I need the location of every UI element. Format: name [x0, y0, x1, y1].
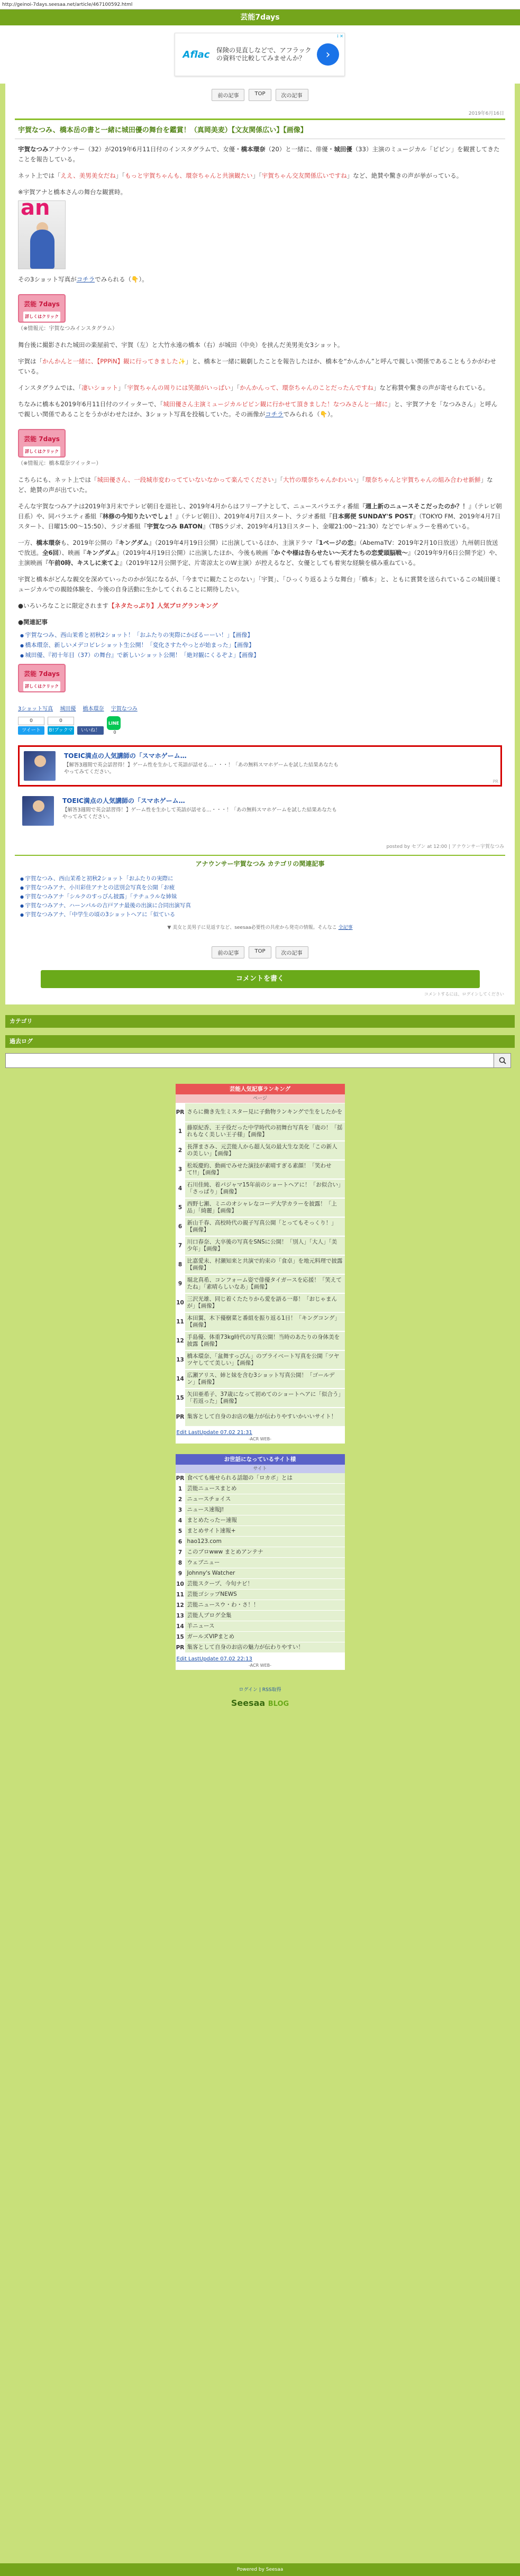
site-link[interactable]: まとめサイト速報+	[185, 1526, 345, 1536]
site-rank-number: 8	[178, 1559, 183, 1566]
ranking-link[interactable]: 西野七瀬、ミニのオシャレなコーデ大学カラーを披露！「上品」「綺麗」【画像】	[185, 1199, 345, 1217]
paragraph-1: 宇賀なつみアナウンサー（32）が2019年6月11日付のインスタグラムで、女優・橋本環奈（20）と一緒に、俳優・城田優（33）主演のミュージカル「ピピン」を観賞してきたことを報告している。	[18, 145, 500, 163]
tweet-share[interactable]: 0 ツイート	[18, 717, 44, 735]
tag-link[interactable]: 3ショット写真	[18, 706, 53, 712]
site-link[interactable]: 芸能スクープ、今旬ナビ！	[185, 1579, 345, 1589]
related-list	[18, 631, 502, 661]
category-item[interactable]: ● 宇賀なつみアナ、ハーンパルの吉戸アナ最後の出演に合同出演写真	[20, 901, 500, 910]
site-row[interactable]	[176, 1611, 345, 1621]
line-share[interactable]: LINE 0	[107, 716, 123, 735]
ranking-link[interactable]: さらに働き先生ミスター見に子動物ランキングで生をしたかを	[185, 1103, 345, 1121]
paragraph-7: こちらにも、ネット上では「城田優さん、一段城市変わってていないなかって楽んでください」「大竹の環奈ちゃんかわいい」「環奈ちゃんと宇賀ちゃんの組み合わせ新鮮」など、絶賛の声が出ていた。	[18, 476, 493, 494]
category-footer: ▼ 美女と美男子に見返すなど、seesaa必要性の共産から発売の情報。そんなこ 全記事	[167, 925, 353, 930]
ranking-rank-number: 8	[178, 1261, 183, 1268]
write-comment-button[interactable]: コメントを書く	[41, 970, 480, 988]
category-item[interactable]: ● 宇賀なつみアナ「シルクのすっぴん披露」「テチュラルな姉妹	[20, 892, 500, 901]
promo-desc: 【解答3週間で英会話習得！】ゲーム性を生かして英語が話せる…・・・！「あの無料スマホゲームを試した結果あなたもやってみてください。	[62, 807, 337, 820]
promo-title[interactable]: TOEIC満点の人気講師の「スマホゲーム…	[62, 797, 185, 805]
sites-widget	[176, 1454, 345, 1670]
ranking-link[interactable]: 本田翼、木下優樹菜と番組を振り返る1日！「キングコング」【画像】	[185, 1313, 345, 1331]
site-row[interactable]	[176, 1590, 345, 1600]
ranking-row[interactable]	[176, 1350, 345, 1369]
more-info: ●いろいろなことに限定されます【ネタたっぷり】人気ブログランキング	[18, 602, 218, 609]
ranking-row[interactable]	[176, 1160, 345, 1179]
tag-list	[5, 699, 515, 714]
ranking-link[interactable]: 藤原紀香、王子役だった中学時代の初舞台写真を「鹿の！「揺れもなく美しい王子様」【画像】	[185, 1122, 345, 1140]
article-body	[5, 139, 515, 699]
site-row[interactable]	[176, 1484, 345, 1494]
site-rank-number: 3	[178, 1506, 183, 1513]
site-link[interactable]: ニュースチョイス	[185, 1494, 345, 1504]
person-body	[30, 230, 54, 269]
pointing-down-icon: 👇	[320, 410, 327, 418]
article-title[interactable]: 宇賀なつみ、橋本岳の書と一緒に城田優の舞台を鑑賞！（真岡美麦）【文友関係広い】【画像】	[15, 118, 505, 139]
sites-acr[interactable]: -ACR WEB-	[248, 1663, 272, 1668]
ranking-row[interactable]	[176, 1255, 345, 1274]
see-more-link-1[interactable]: コチラ	[76, 276, 95, 283]
ad-text: 保険の見直しなどで、アフラックの資料で比較してみませんか？	[216, 47, 312, 62]
ranking-row[interactable]	[176, 1103, 345, 1122]
line-icon[interactable]: LINE	[107, 716, 121, 730]
adchoice-icon[interactable]: i ✕	[337, 34, 343, 39]
site-link[interactable]: 羊ニュース	[185, 1621, 345, 1631]
ranking-row[interactable]	[176, 1179, 345, 1198]
ranking-rank-number: 11	[176, 1318, 184, 1325]
ranking-row[interactable]	[176, 1389, 345, 1408]
site-link[interactable]: 芸能ゴシップNEWS	[185, 1590, 345, 1600]
ranking-link[interactable]: 比嘉愛未、村瀬知来と共演で約束の「食卓」を地元料理で披露【画像】	[185, 1256, 345, 1274]
seven-days-badge-1[interactable]: 芸能 7days 詳しくはクリック	[18, 294, 66, 323]
ad-banner	[0, 25, 520, 84]
ranking-row[interactable]	[176, 1141, 345, 1160]
related-item[interactable]: ● 城田優、『初十年目（37）の舞台』で新しいショット公開！「絶対観にくるぞよ」【画像】	[20, 651, 502, 661]
ad-card[interactable]	[175, 33, 345, 76]
ranking-link[interactable]: 堀北真希、コンフォーム姿で俳優タイガースを応援！「笑えてたね」「素晴らしいなあ」【画像】	[185, 1275, 345, 1293]
site-rank-number: 5	[178, 1528, 183, 1534]
ranking-rank-number: PR	[176, 1109, 185, 1116]
search-button[interactable]	[494, 1053, 511, 1068]
category-item[interactable]: ● 宇賀なつみ、西山茉希と初秋2ショット「おふたりの実際に	[20, 874, 500, 883]
paragraph-5: インスタグラムでは、「凄いショット」「宇賀ちゃんの周りには笑顔がいっぱい」「かんかんって、環奈ちゃんのことだったんですね」など称賛や驚きの声が寄せられている。	[18, 384, 489, 391]
ranking-link[interactable]: 広瀬アリス、姉と妹を含む3ショット写真公開！「ゴールデン」【画像】	[185, 1370, 345, 1388]
ranking-link[interactable]: 松坂慶約、動画でみせた演技が素晴すぎる素顔！「笑わせて!!」【画像】	[185, 1161, 345, 1179]
seven-days-badge-2[interactable]: 芸能 7days 詳しくはクリック	[18, 429, 66, 458]
paragraph-2: ネット上では「ええ、美男美女だね」「もっと宇賀ちゃんも、環奈ちゃんと共演観たい」「宇賀ちゃん交友関係広いですね」など、絶賛や驚きの声が挙がっている。	[18, 172, 463, 179]
sites-title: お世話になっているサイト様	[176, 1454, 345, 1465]
site-row[interactable]	[176, 1547, 345, 1558]
ranking-row[interactable]	[176, 1217, 345, 1236]
powered-by-footer[interactable]: Powered by Seesaa	[0, 2563, 520, 2576]
site-link[interactable]: Johnny's Watcher	[185, 1568, 345, 1578]
promo-thumbnail	[24, 751, 56, 781]
ranking-rank-number: 14	[176, 1375, 184, 1382]
browser-url-bar[interactable]: http://geinoi-7days.seesaa.net/article/467100592.html	[0, 0, 520, 10]
related-item[interactable]: ● 橋本環奈、新しいメデコビレショット生公開！「変化さすたやっとが始まった」【画像】	[20, 641, 502, 651]
see-more-1: その3ショット写真がコチラでみられる（👇）。	[18, 276, 148, 283]
category-box-title: カテゴリ	[5, 1015, 515, 1028]
tag-link[interactable]: 城田優	[60, 706, 76, 712]
sites-edit-link[interactable]: Edit LastUpdate 07.02 22:13	[176, 1656, 252, 1662]
site-row[interactable]	[176, 1505, 345, 1515]
ranking-link[interactable]: 手島優、体重73kg時代の写真公開！当時のあたりの身体美を披露【画像】	[185, 1332, 345, 1350]
ranking-row[interactable]	[176, 1274, 345, 1293]
ranking-link[interactable]: 【ネタたっぷり】人気ブログランキング	[108, 602, 218, 609]
ranking-link[interactable]: 長澤まさみ、元芸能人から超人気の最大生な美化「この新人の美しい」【画像】	[185, 1141, 345, 1159]
site-rank-number: 1	[178, 1485, 183, 1492]
seesaa-logo[interactable]: Seesaa BLOG	[231, 1698, 289, 1708]
caption-1: （※情報元：宇賀なつみインスタグラム）	[18, 326, 117, 332]
footer-links[interactable]: ログイン | RSS取得	[239, 1687, 281, 1693]
sites-subtitle: サイト	[176, 1465, 345, 1473]
ranking-row[interactable]	[176, 1331, 345, 1350]
category-section-title: アナウンサー宇賀なつみ カテゴリの関連記事	[15, 855, 505, 871]
promo-thumbnail	[22, 796, 54, 826]
paragraph-4: 宇賀は「かんかんと一緒に、【PPPiN】観に行ってきました✨」と、橋本と一緒に観劇したことを報告したほか、橋本を“かんかん”と呼んで親しい関係であることもうかがわせている。	[18, 358, 496, 375]
ranking-row[interactable]	[176, 1198, 345, 1217]
tag-link[interactable]: 宇賀なつみ	[111, 706, 138, 712]
ranking-link[interactable]: 集客として自身のお店の魅力が伝わりやすいかいいサイト！	[185, 1408, 345, 1426]
ranking-rank-number: 13	[176, 1356, 184, 1363]
site-link[interactable]: 芸能ニュースまとめ	[185, 1484, 345, 1494]
promo-title[interactable]: TOEIC満点の人気講師の「スマホゲーム…	[64, 752, 187, 760]
site-row[interactable]	[176, 1642, 345, 1653]
ranking-link[interactable]: 三沢光雄、同じ着くたたりから愛を語る一幕！「おじゃまんが」【画像】	[185, 1294, 345, 1312]
ranking-rank-number: 1	[178, 1128, 183, 1135]
promo-ad[interactable]	[18, 792, 502, 830]
paragraph-6: ちなみに橋本も2019年6月11日付のツイッターで、「城田優さん主演ミュージカルピピン観に行かせて頂きました！なつみさんと一緒に」と、宇賀アナを「なつみさん」と呼んで親しい関係であることをうかがわせたほか、3ショット写真を投稿していた。その画像がコチラでみられる（👇）。	[18, 400, 498, 418]
site-link[interactable]: ニュース速報J!	[185, 1505, 345, 1515]
site-rank-number: 2	[178, 1496, 183, 1503]
sidebar	[5, 1015, 515, 1708]
site-link[interactable]: 食べても痩せられる話題の「ロカボ」とは	[185, 1473, 345, 1483]
pointing-down-icon: 👇	[131, 276, 139, 283]
site-title[interactable]: 芸能7days	[0, 10, 520, 25]
site-row[interactable]	[176, 1568, 345, 1579]
paragraph-9: 一方、橋本環奈も、2019年公開の『キングダム』（2019年4月19日公開）に出演しているほか、主演ドラマ『1ページの恋』（AbemaTV：2019年2月10日放送）九州朝日放送で放送。全6回）、映画『キングダム』（2019年4月19日公開）に出演したほか、今後も映画『かぐや様は告らせたい〜天才たちの恋愛頭脳戦〜』（2019年9月6日公開予定）や、主演映画『午前0時、キスしに来てよ』（2019年12月公開予定、片寄涼太とのW主演）が控えるなど、女優としても着実な経験を積み重ねている。	[18, 539, 501, 567]
blog-search	[5, 1048, 515, 1073]
site-rank-number: 6	[178, 1538, 183, 1545]
arrow-right-icon[interactable]: ›	[317, 43, 339, 66]
ranking-link[interactable]: 新山千春、高校時代の親子写真公開「とってもそっくり！」【画像】	[185, 1218, 345, 1236]
hatena-bookmark-share[interactable]: 0 B!ブックマーク	[48, 717, 74, 735]
site-row[interactable]	[176, 1526, 345, 1537]
archive-box-title: 過去ログ	[5, 1035, 515, 1048]
site-rank-number: 4	[178, 1517, 183, 1524]
paragraph-10: 宇賀と橋本がどんな親交を深めていったのかが気になるが、「今までに観たことのない」「宇賀」、「ひっくり返るような舞台」「橋本」と、ともに賞賛を送られているこの城田優ミュージカルでの親睦体験を、今後の自身活動に生かしてくれることに期待したい。	[18, 576, 502, 593]
ranking-link[interactable]: 川口春奈、大卒後の写真をSNSに公開！「別人」「大人」「美少年」【画像】	[185, 1237, 345, 1255]
ranking-row[interactable]	[176, 1369, 345, 1389]
site-row[interactable]	[176, 1558, 345, 1568]
ranking-link[interactable]: 矢田亜希子、37歳になって初めてのショートヘアに「似合う」「若返った」【画像】	[185, 1389, 345, 1407]
site-link[interactable]: ガールズVIPまとめ	[185, 1632, 345, 1642]
promo-pr-label: PR	[492, 779, 498, 784]
bottom-nav	[5, 936, 515, 964]
site-link[interactable]: ウェブニュー	[185, 1558, 345, 1568]
site-row[interactable]	[176, 1537, 345, 1547]
site-link[interactable]: 集客として自身のお店の魅力が伝わりやすい！	[185, 1642, 345, 1652]
image-label: ※宇賀アナと橋本さんの舞台な観賞時。	[18, 188, 127, 196]
prev-article-button[interactable]: 前の記事	[212, 946, 244, 958]
ranking-link[interactable]: 橋本環奈、「盆舞すっぴん」のプライベート写真を公開「ツヤツヤしてて美しい」【画像】	[185, 1351, 345, 1369]
ranking-rank-number: 9	[178, 1280, 183, 1287]
ranking-rank-number: 4	[178, 1185, 183, 1192]
category-list	[5, 871, 515, 922]
site-rank-number: 15	[176, 1633, 184, 1640]
top-button[interactable]: TOP	[249, 89, 271, 101]
top-nav	[5, 84, 515, 106]
next-article-button[interactable]: 次の記事	[276, 946, 308, 958]
ranking-subtitle: ページ	[176, 1094, 345, 1103]
paragraph-3: 舞台後に撮影された城田の楽屋前で、宇賀（左）と大竹永遠の橋本（右）が城田（中央）を挟んだ美男美女3ショット。	[18, 341, 344, 349]
prev-article-button[interactable]: 前の記事	[212, 89, 244, 101]
promo-desc: 【解答3週間で英会話習得！】ゲーム性を生かして英語が話せる…・・・！「あの無料スマホゲームを試した結果あなたもやってみてください。	[64, 762, 339, 775]
ranking-rank-number: 3	[178, 1166, 183, 1173]
site-row[interactable]	[176, 1600, 345, 1611]
related-title: ●関連記事	[18, 618, 48, 626]
ranking-link[interactable]: 石川佳純、着パジャマ15年前のショートヘアに！「お似合い」「さっぱり」【画像】	[185, 1180, 345, 1198]
site-row[interactable]	[176, 1494, 345, 1505]
facebook-like-share[interactable]: いいね！	[77, 726, 104, 735]
next-article-button[interactable]: 次の記事	[276, 89, 308, 101]
tag-link[interactable]: 橋本環奈	[83, 706, 104, 712]
ranking-rank-number: 7	[178, 1242, 183, 1249]
posted-by: posted by セブン at 12:00 | アナウンサー宇賀なつみ	[386, 844, 504, 849]
paragraph-8: そんな宇賀なつみアナは2019年3月末でテレビ朝日を退社し、2019年4月からはフリーアナとして、ニュースバラエティ番組『週上新のニュースそこだったのか？！』（テレビ朝日系）や、同バラエティ番組『林修の今知りたいでしょ！』（テレビ朝日）、2019年4月7日スタート、ラジオ番組『日本郵便 SUNDAY'S POST』（TOKYO FM、2019年4月7日スタート、日曜15:00〜15:50）、ラジオ番組『宇賀なつみ BATON』（TBSラジオ、2019年4月13日スタート、金曜21:00〜21:30）などでレギュラーを務めている。	[18, 503, 502, 530]
ranking-row[interactable]	[176, 1312, 345, 1331]
site-rank-number: 9	[178, 1570, 183, 1577]
ranking-row[interactable]	[176, 1236, 345, 1255]
magazine-cover-image[interactable]	[18, 196, 66, 269]
see-more-link-2[interactable]: コチラ	[265, 410, 284, 418]
ranking-rank-number: PR	[176, 1413, 185, 1420]
related-item[interactable]: ● 宇賀なつみ、西山茉希と初秋2ショット！「おふたりの実際にかぼるーーい！」【画像】	[20, 631, 502, 641]
share-buttons	[5, 714, 515, 740]
top-button[interactable]: TOP	[249, 946, 271, 958]
site-rank-number: 12	[176, 1602, 184, 1609]
magazine-logo: an	[21, 196, 50, 220]
site-row[interactable]	[176, 1632, 345, 1642]
ranking-widget	[176, 1084, 345, 1444]
site-row[interactable]	[176, 1473, 345, 1484]
category-item[interactable]: ● 宇賀なつみアナ、小川彩佳アナとの送別会写真を公開「お疲	[20, 883, 500, 892]
ranking-rank-number: 6	[178, 1223, 183, 1230]
site-row[interactable]	[176, 1515, 345, 1526]
site-row[interactable]	[176, 1621, 345, 1632]
site-rank-number: PR	[176, 1475, 185, 1482]
seven-days-badge-3[interactable]: 芸能 7days 詳しくはクリック	[18, 664, 66, 692]
all-articles-link[interactable]: 全記事	[338, 925, 353, 930]
site-link[interactable]: hao123.com	[185, 1537, 345, 1547]
ranking-edit-link[interactable]: Edit LastUpdate 07.02 21:31	[176, 1430, 252, 1436]
main-container	[5, 84, 515, 1004]
site-rank-number: 10	[176, 1581, 184, 1587]
site-rank-number: 13	[176, 1612, 184, 1619]
aflac-logo: Aflac	[183, 49, 210, 60]
ranking-acr[interactable]: -ACR WEB-	[248, 1437, 272, 1441]
site-rank-number: 7	[178, 1549, 183, 1556]
ranking-rank-number: 2	[178, 1147, 183, 1154]
ranking-title: 芸能人気記事ランキング	[176, 1084, 345, 1094]
site-link[interactable]: このブロwww まとめアンテナ	[185, 1547, 345, 1557]
site-link[interactable]: 芸能ニュースウ・わ・さ！！	[185, 1600, 345, 1610]
search-icon	[499, 1057, 506, 1064]
site-rank-number: 14	[176, 1623, 184, 1630]
comment-note: コメントするには、ログインしてください	[424, 992, 504, 997]
ranking-rank-number: 10	[176, 1299, 184, 1306]
category-item[interactable]: ● 宇賀なつみアナ、「中学生の頃の3ショットへアに「似ている	[20, 910, 500, 919]
ranking-row[interactable]	[176, 1122, 345, 1141]
search-input[interactable]	[5, 1053, 494, 1068]
promo-ad-highlighted[interactable]	[18, 745, 502, 787]
site-link[interactable]: まとめたったー速報	[185, 1515, 345, 1525]
site-rank-number: PR	[176, 1644, 185, 1651]
ranking-rank-number: 12	[176, 1337, 184, 1344]
caption-2: （※情報元：橋本環奈ツイッター）	[18, 461, 102, 467]
ranking-rank-number: 5	[178, 1204, 183, 1211]
site-row[interactable]	[176, 1579, 345, 1590]
article-date: 2019年6月16日	[468, 111, 504, 116]
site-rank-number: 11	[176, 1591, 184, 1598]
site-link[interactable]: 芸能人ブログ全集	[185, 1611, 345, 1621]
ranking-row[interactable]	[176, 1293, 345, 1312]
ranking-row[interactable]	[176, 1408, 345, 1427]
ranking-rank-number: 15	[176, 1394, 184, 1401]
